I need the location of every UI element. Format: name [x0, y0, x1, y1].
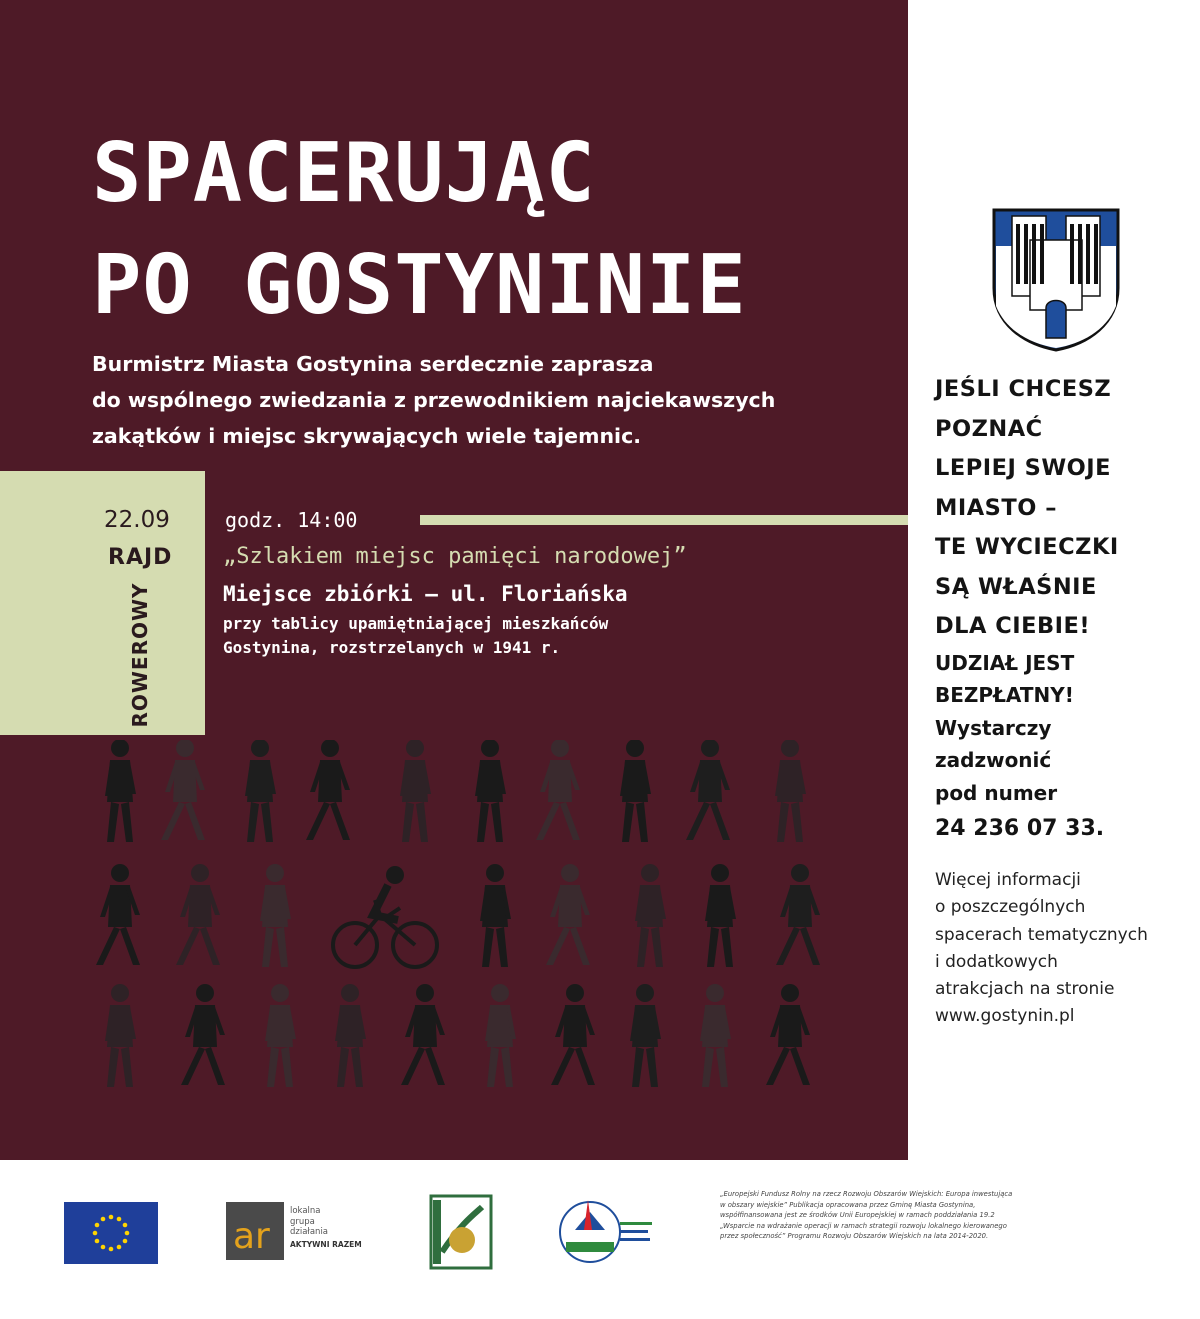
info-sidebar — [935, 370, 1190, 1031]
people-row-3 — [105, 984, 810, 1087]
info-line: i dodatkowych — [935, 951, 1058, 972]
person-figure — [401, 984, 445, 1085]
lgd-letters: ar — [233, 1216, 270, 1257]
intro-line: zakątków i miejsc skrywających wiele tajemnic. — [92, 424, 642, 448]
person-figure — [766, 984, 810, 1085]
heading-line: DLA CIEBIE! — [935, 613, 1091, 639]
info-line: spacerach tematycznych — [935, 924, 1148, 945]
legal-line: przez społeczność” Programu Rozwoju Obszarów Wiejskich na lata 2014-2020. — [720, 1232, 989, 1240]
info-line: o poszczególnych — [935, 897, 1086, 918]
lgd-logo-icon — [226, 1202, 284, 1260]
event-type-line-1: RAJD — [108, 545, 173, 570]
free-line: pod numer — [935, 780, 1058, 805]
person-figure — [306, 740, 350, 840]
title-line-1: SPACERUJĄC — [92, 126, 596, 221]
desc-line: Gostynina, rozstrzelanych w 1941 r. — [223, 638, 561, 657]
intro-text — [92, 346, 892, 454]
event-type-line-2: ROWEROWY — [128, 582, 152, 728]
event-date: 22.09 — [104, 507, 170, 533]
event-hour: godz. 14:00 — [225, 508, 358, 532]
person-figure — [176, 864, 220, 965]
person-figure — [105, 984, 136, 1087]
legal-line: „Europejski Fundusz Rolny na rzecz Rozwoju Obszarów Wiejskich: Europa inwestująca — [720, 1190, 1013, 1198]
leader-logo-icon — [431, 1196, 491, 1268]
free-line: zadzwonić — [935, 748, 1052, 772]
person-figure — [161, 740, 205, 840]
lgd-line: działania — [290, 1227, 329, 1237]
legal-line: współfinansowana jest ze środków Unii Europejskiej w ramach poddziałania 19.2 — [720, 1211, 995, 1219]
person-figure — [536, 740, 580, 840]
person-figure — [335, 984, 366, 1087]
person-figure — [635, 864, 666, 967]
heading-line: TE WYCIECZKI — [935, 534, 1119, 560]
gostynin-coat-of-arms-icon — [990, 206, 1122, 352]
intro-line: do wspólnego zwiedzania z przewodnikiem najciekawszych — [92, 388, 776, 412]
person-figure — [775, 740, 806, 842]
desc-line: przy tablicy upamiętniającej mieszkańców — [223, 614, 609, 633]
eu-flag-icon — [64, 1202, 158, 1264]
person-figure — [260, 864, 291, 967]
person-figure — [96, 864, 140, 965]
person-figure — [105, 740, 136, 842]
legal-notice — [720, 1189, 1152, 1242]
legal-line: „Wsparcie na wdrażanie operacji w ramach strategii rozwoju lokalnego kierowanego — [720, 1221, 1007, 1230]
heading-line: MIASTO – — [935, 494, 1057, 521]
website-link[interactable]: www.gostynin.pl — [935, 1006, 1075, 1027]
person-figure — [485, 984, 516, 1087]
person-figure — [705, 864, 736, 967]
lgd-line: lokalna — [290, 1206, 321, 1216]
person-figure — [475, 740, 506, 842]
intro-line: Burmistrz Miasta Gostynina serdecznie zaprasza — [92, 352, 654, 376]
person-figure — [686, 740, 730, 840]
person-figure — [245, 740, 276, 842]
lgd-line: grupa — [290, 1216, 315, 1227]
heading-line: JEŚLI CHCESZ — [935, 376, 1112, 402]
more-info — [935, 867, 1190, 1031]
event-title: „Szlakiem miejsc pamięci narodowej” — [223, 544, 687, 569]
meeting-place: Miejsce zbiórki – ul. Floriańska — [223, 582, 628, 606]
person-figure — [400, 740, 431, 842]
free-line: BEZPŁATNY! — [935, 683, 1074, 707]
person-figure — [546, 864, 590, 965]
phone-number: 24 236 07 33. — [935, 816, 1105, 841]
info-line: atrakcjach na stronie — [935, 979, 1115, 1000]
walking-people-illustration — [90, 740, 870, 1140]
heading-line: POZNAĆ — [935, 415, 1043, 442]
person-figure — [620, 740, 651, 842]
free-line: UDZIAŁ JEST — [935, 650, 1075, 675]
people-row-1 — [105, 740, 806, 842]
people-row-2 — [96, 864, 820, 967]
legal-line: w obszary wiejskie” Publikacja opracowana przez Gminę Miasta Gostynina, — [720, 1200, 976, 1209]
info-line: Więcej informacji — [935, 870, 1081, 890]
cyclist-icon — [333, 866, 437, 967]
divider-line — [420, 515, 908, 525]
person-figure — [700, 984, 731, 1087]
person-figure — [265, 984, 296, 1087]
poster-title — [92, 118, 892, 342]
title-line-2: PO GOSTYNINIE — [92, 238, 747, 333]
lgd-name: AKTYWNI RAZEM — [290, 1239, 362, 1249]
meeting-description — [223, 612, 608, 660]
person-figure — [480, 864, 511, 967]
person-figure — [181, 984, 225, 1085]
free-line: Wystarczy — [935, 715, 1052, 740]
lgd-text — [290, 1206, 362, 1250]
person-figure — [551, 984, 595, 1085]
sidebar-heading — [935, 370, 1190, 647]
person-figure — [630, 984, 661, 1087]
heading-line: SĄ WŁAŚNIE — [935, 573, 1097, 600]
prow-logo-icon — [560, 1200, 652, 1262]
heading-line: LEPIEJ SWOJE — [935, 455, 1112, 481]
person-figure — [776, 864, 820, 965]
sidebar-free-info — [935, 647, 1190, 810]
